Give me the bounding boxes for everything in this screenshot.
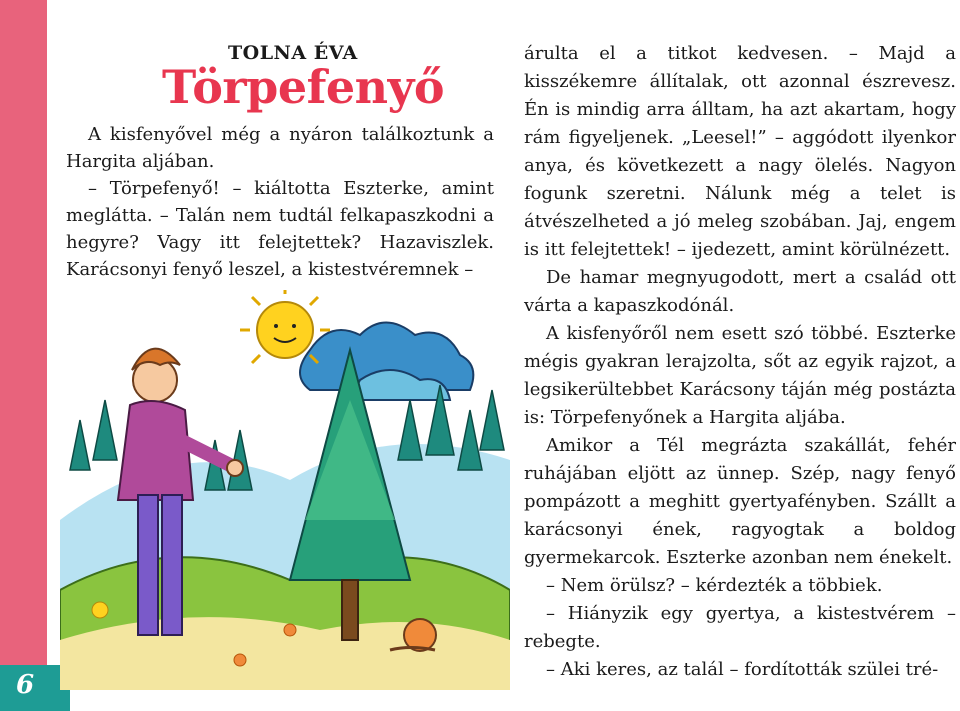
page-number: 6 <box>16 670 35 700</box>
paragraph: De hamar megnyugodott, mert a család ott várta a kapaszkodónál. <box>524 267 956 316</box>
paragraph: Amikor a Tél megrázta szakállát, fehér ruhájában eljött az ünnep. Szép, nagy fenyő pompázott a meghitt gyertyafényben. Szállt a karácsonyi ének, ragyogtak a boldog gyermekarcok. Eszterke azonban nem énekelt. <box>524 435 956 568</box>
story-title: Törpefenyő <box>162 60 445 114</box>
author-name: TOLNA ÉVA <box>228 42 358 64</box>
child-with-pine-tree-illustration-icon <box>60 290 510 690</box>
paragraph: A kisfenyőről nem esett szó többé. Eszterke mégis gyakran lerajzolta, sőt az egyik rajzot, a legsikerültebbet Karácsony táján még postázta is: Törpefenyőnek a Hargita aljába. <box>524 323 956 428</box>
paragraph: árulta el a titkot kedvesen. – Majd a kisszékemre állítalak, ott azonnal észrevesz. Én is mindig arra álltam, ha azt akartam, hogy rám figyeljenek. „Leesel!” – aggódott ilyenkor anya, és következett a nagy ölelés. Nagyon fogunk szeretni. Nálunk még a telet is átvészelheted a jó meleg szobában. Jaj, engem is itt felejtettek! – ijedezett, amint körülnézett. <box>524 43 956 260</box>
paragraph: – Törpefenyő! – kiáltotta Eszterke, amint meglátta. – Talán nem tudtál felkapaszkodni a hegyre? Vagy itt felejtettek? Hazaviszlek. Karácsonyi fenyő leszel, a kistestvéremnek – <box>66 178 494 280</box>
paragraph: – Nem örülsz? – kérdezték a többiek. <box>546 575 883 596</box>
page-margin-strip <box>0 0 47 711</box>
right-column-text <box>524 40 956 684</box>
paragraph: – Hiányzik egy gyertya, a kistestvérem – rebegte. <box>524 603 956 652</box>
left-column-text <box>66 121 494 283</box>
paragraph: – Aki keres, az talál – fordították szülei tré- <box>546 659 939 680</box>
paragraph: A kisfenyővel még a nyáron találkoztunk a Hargita aljában. <box>66 124 494 172</box>
